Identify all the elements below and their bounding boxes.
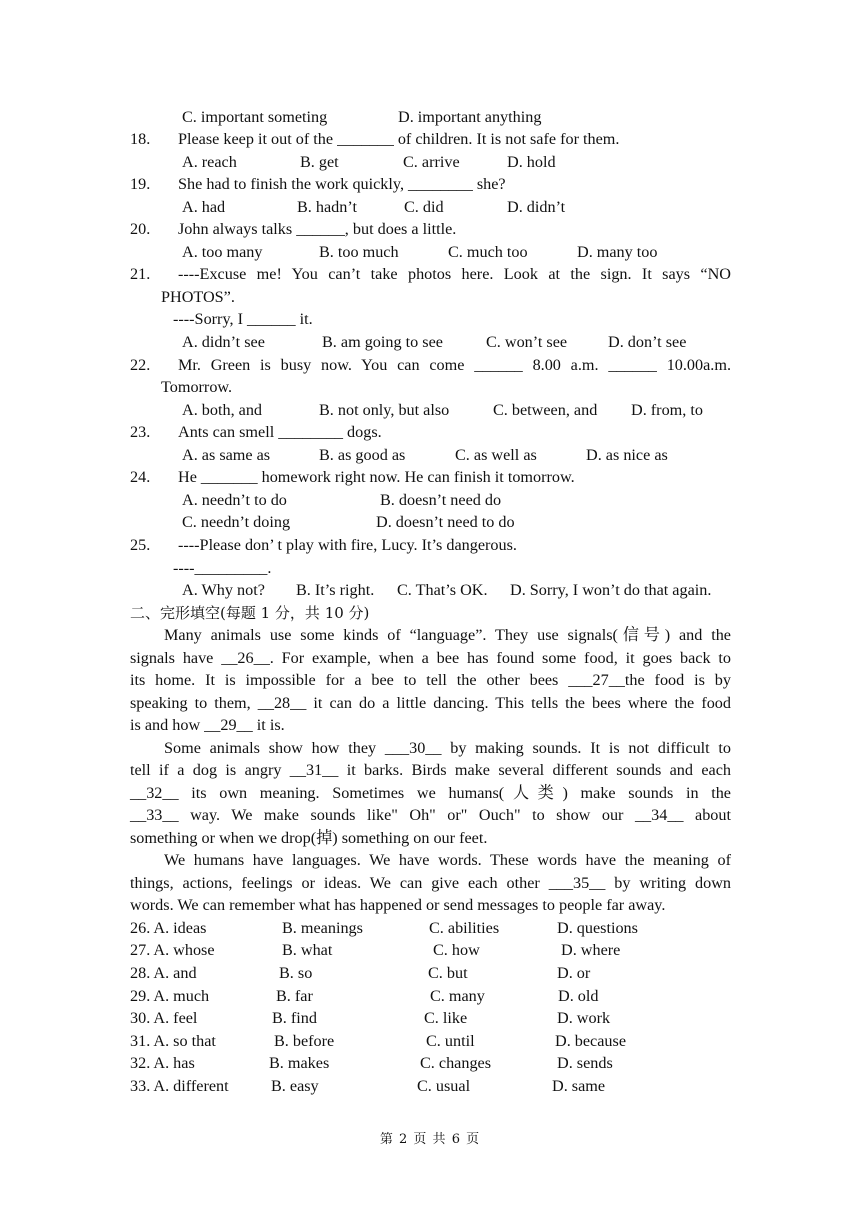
q23-option-b: B. as good as (319, 446, 406, 464)
q23-option-c: C. as well as (455, 446, 537, 464)
q28-option-d: D. or (557, 964, 591, 982)
passage-p1-line2: signals have __26__. For example, when a bee has found some food, it goes back to (130, 649, 731, 667)
q22-option-b: B. not only, but also (319, 401, 450, 419)
q20-stem: John always talks ______, but does a little. (178, 220, 457, 238)
q24-option-c: C. needn’t doing (182, 513, 291, 531)
q32-option-d: D. sends (557, 1054, 613, 1072)
q23-stem: Ants can smell ________ dogs. (178, 423, 382, 441)
q32-option-b: B. makes (269, 1054, 330, 1072)
q24-option-a: A. needn’t to do (182, 491, 287, 509)
q25-stem: ----Please don’ t play with fire, Lucy. It’s dangerous. (178, 536, 517, 554)
q20-option-d: D. many too (577, 243, 658, 261)
q33-option-b: B. easy (271, 1077, 319, 1095)
q27-option-c: C. how (433, 941, 480, 959)
q21-number: 21. (130, 265, 151, 283)
passage-p2-line2: tell if a dog is angry __31__ it barks. Birds make several different sounds and each (130, 761, 731, 779)
q23-option-a: A. as same as (182, 446, 271, 464)
q26-option-b: B. meanings (282, 919, 363, 937)
q24-number: 24. (130, 468, 151, 486)
q25-option-d: D. Sorry, I won’t do that again. (510, 581, 712, 599)
q20-option-b: B. too much (319, 243, 399, 261)
q29-option-c: C. many (430, 987, 485, 1005)
passage-p3-line3: words. We can remember what has happened or send messages to people far away. (130, 896, 666, 914)
q24-stem: He _______ homework right now. He can finish it tomorrow. (178, 468, 575, 486)
q23-option-d: D. as nice as (586, 446, 668, 464)
q18-number: 18. (130, 130, 151, 148)
passage-p2-line3: __32__ its own meaning. Sometimes we humans(人类) make sounds in the (130, 784, 731, 802)
q18-option-d: D. hold (507, 153, 556, 171)
q25-option-a: A. Why not? (182, 581, 265, 599)
q22-number: 22. (130, 356, 151, 374)
q21-stem-line2: PHOTOS”. (161, 288, 235, 306)
q20-number: 20. (130, 220, 151, 238)
q22-stem-line1: Mr. Green is busy now. You can come ______ 8.00 a.m. ______ 10.00a.m. (178, 356, 731, 374)
q28-option-c: C. but (428, 964, 468, 982)
q31-option-d: D. because (555, 1032, 627, 1050)
q25-reply: ----_________. (173, 559, 272, 577)
passage-p2-line5: something or when we drop(掉) something on our feet. (130, 829, 488, 847)
q19-option-d: D. didn’t (507, 198, 566, 216)
q24-option-b: B. doesn’t need do (380, 491, 502, 509)
passage-p2-line4: __33__ way. We make sounds like" Oh" or" Ouch" to show our __34__ about (130, 806, 731, 824)
q19-option-a: A. had (182, 198, 226, 216)
q32-option-c: C. changes (420, 1054, 492, 1072)
q26-option-d: D. questions (557, 919, 638, 937)
q27-option-b: B. what (282, 941, 333, 959)
q21-option-d: D. don’t see (608, 333, 687, 351)
q23-number: 23. (130, 423, 151, 441)
q18-option-a: A. reach (182, 153, 237, 171)
q21-stem-line1: ----Excuse me! You can’t take photos here. Look at the sign. It says “NO (178, 265, 731, 283)
q18-stem: Please keep it out of the _______ of children. It is not safe for them. (178, 130, 620, 148)
q33-option-a: 33. A. different (130, 1077, 229, 1095)
page-footer: 第 2 页 共 6 页 (379, 1132, 481, 1147)
q30-option-d: D. work (557, 1009, 611, 1027)
q21-option-a: A. didn’t see (182, 333, 265, 351)
q29-option-a: 29. A. much (130, 987, 210, 1005)
q17-option-d: D. important anything (398, 108, 542, 126)
q22-option-a: A. both, and (182, 401, 263, 419)
q18-option-b: B. get (300, 153, 339, 171)
q31-option-b: B. before (274, 1032, 335, 1050)
q31-option-a: 31. A. so that (130, 1032, 216, 1050)
q17-option-c: C. important someting (182, 108, 328, 126)
q32-option-a: 32. A. has (130, 1054, 195, 1072)
q24-option-d: D. doesn’t need to do (376, 513, 515, 531)
q21-option-c: C. won’t see (486, 333, 568, 351)
q30-option-a: 30. A. feel (130, 1009, 198, 1027)
q19-option-b: B. hadn’t (297, 198, 357, 216)
passage-p2-line1: Some animals show how they ___30__ by making sounds. It is not difficult to (164, 739, 731, 757)
q29-option-b: B. far (276, 987, 313, 1005)
q31-option-c: C. until (426, 1032, 475, 1050)
q21-reply: ----Sorry, I ______ it. (173, 310, 313, 328)
q30-option-b: B. find (272, 1009, 317, 1027)
passage-p1-line4: speaking to them, __28__ it can do a little dancing. This tells the bees where the food (130, 694, 731, 712)
q20-option-c: C. much too (448, 243, 528, 261)
q27-option-a: 27. A. whose (130, 941, 215, 959)
q25-option-c: C. That’s OK. (397, 581, 488, 599)
q29-option-d: D. old (558, 987, 599, 1005)
q28-option-a: 28. A. and (130, 964, 197, 982)
q22-stem-line2: Tomorrow. (161, 378, 233, 396)
passage-p1-line3: its home. It is impossible for a bee to tell the other bees ___27__the food is by (130, 671, 731, 689)
q19-number: 19. (130, 175, 151, 193)
passage-p1-line1: Many animals use some kinds of “language”. They use signals(信号) and the (164, 626, 731, 644)
passage-p3-line1: We humans have languages. We have words. These words have the meaning of (164, 851, 731, 869)
q25-number: 25. (130, 536, 151, 554)
q30-option-c: C. like (424, 1009, 468, 1027)
q20-option-a: A. too many (182, 243, 263, 261)
q33-option-c: C. usual (417, 1077, 471, 1095)
section-2-heading: 二、完形填空(每题 1 分，共 10 分) (130, 604, 370, 622)
passage-p1-line5: is and how __29__ it is. (130, 716, 285, 734)
passage-p3-line2: things, actions, feelings or ideas. We can give each other ___35__ by writing down (130, 874, 731, 892)
q22-option-d: D. from, to (631, 401, 703, 419)
q22-option-c: C. between, and (493, 401, 598, 419)
q26-option-c: C. abilities (429, 919, 500, 937)
q27-option-d: D. where (561, 941, 621, 959)
q19-option-c: C. did (404, 198, 444, 216)
q26-option-a: 26. A. ideas (130, 919, 207, 937)
q28-option-b: B. so (279, 964, 313, 982)
q25-option-b: B. It’s right. (296, 581, 375, 599)
q21-option-b: B. am going to see (322, 333, 443, 351)
q19-stem: She had to finish the work quickly, ________ she? (178, 175, 506, 193)
q33-option-d: D. same (552, 1077, 606, 1095)
q18-option-c: C. arrive (403, 153, 460, 171)
